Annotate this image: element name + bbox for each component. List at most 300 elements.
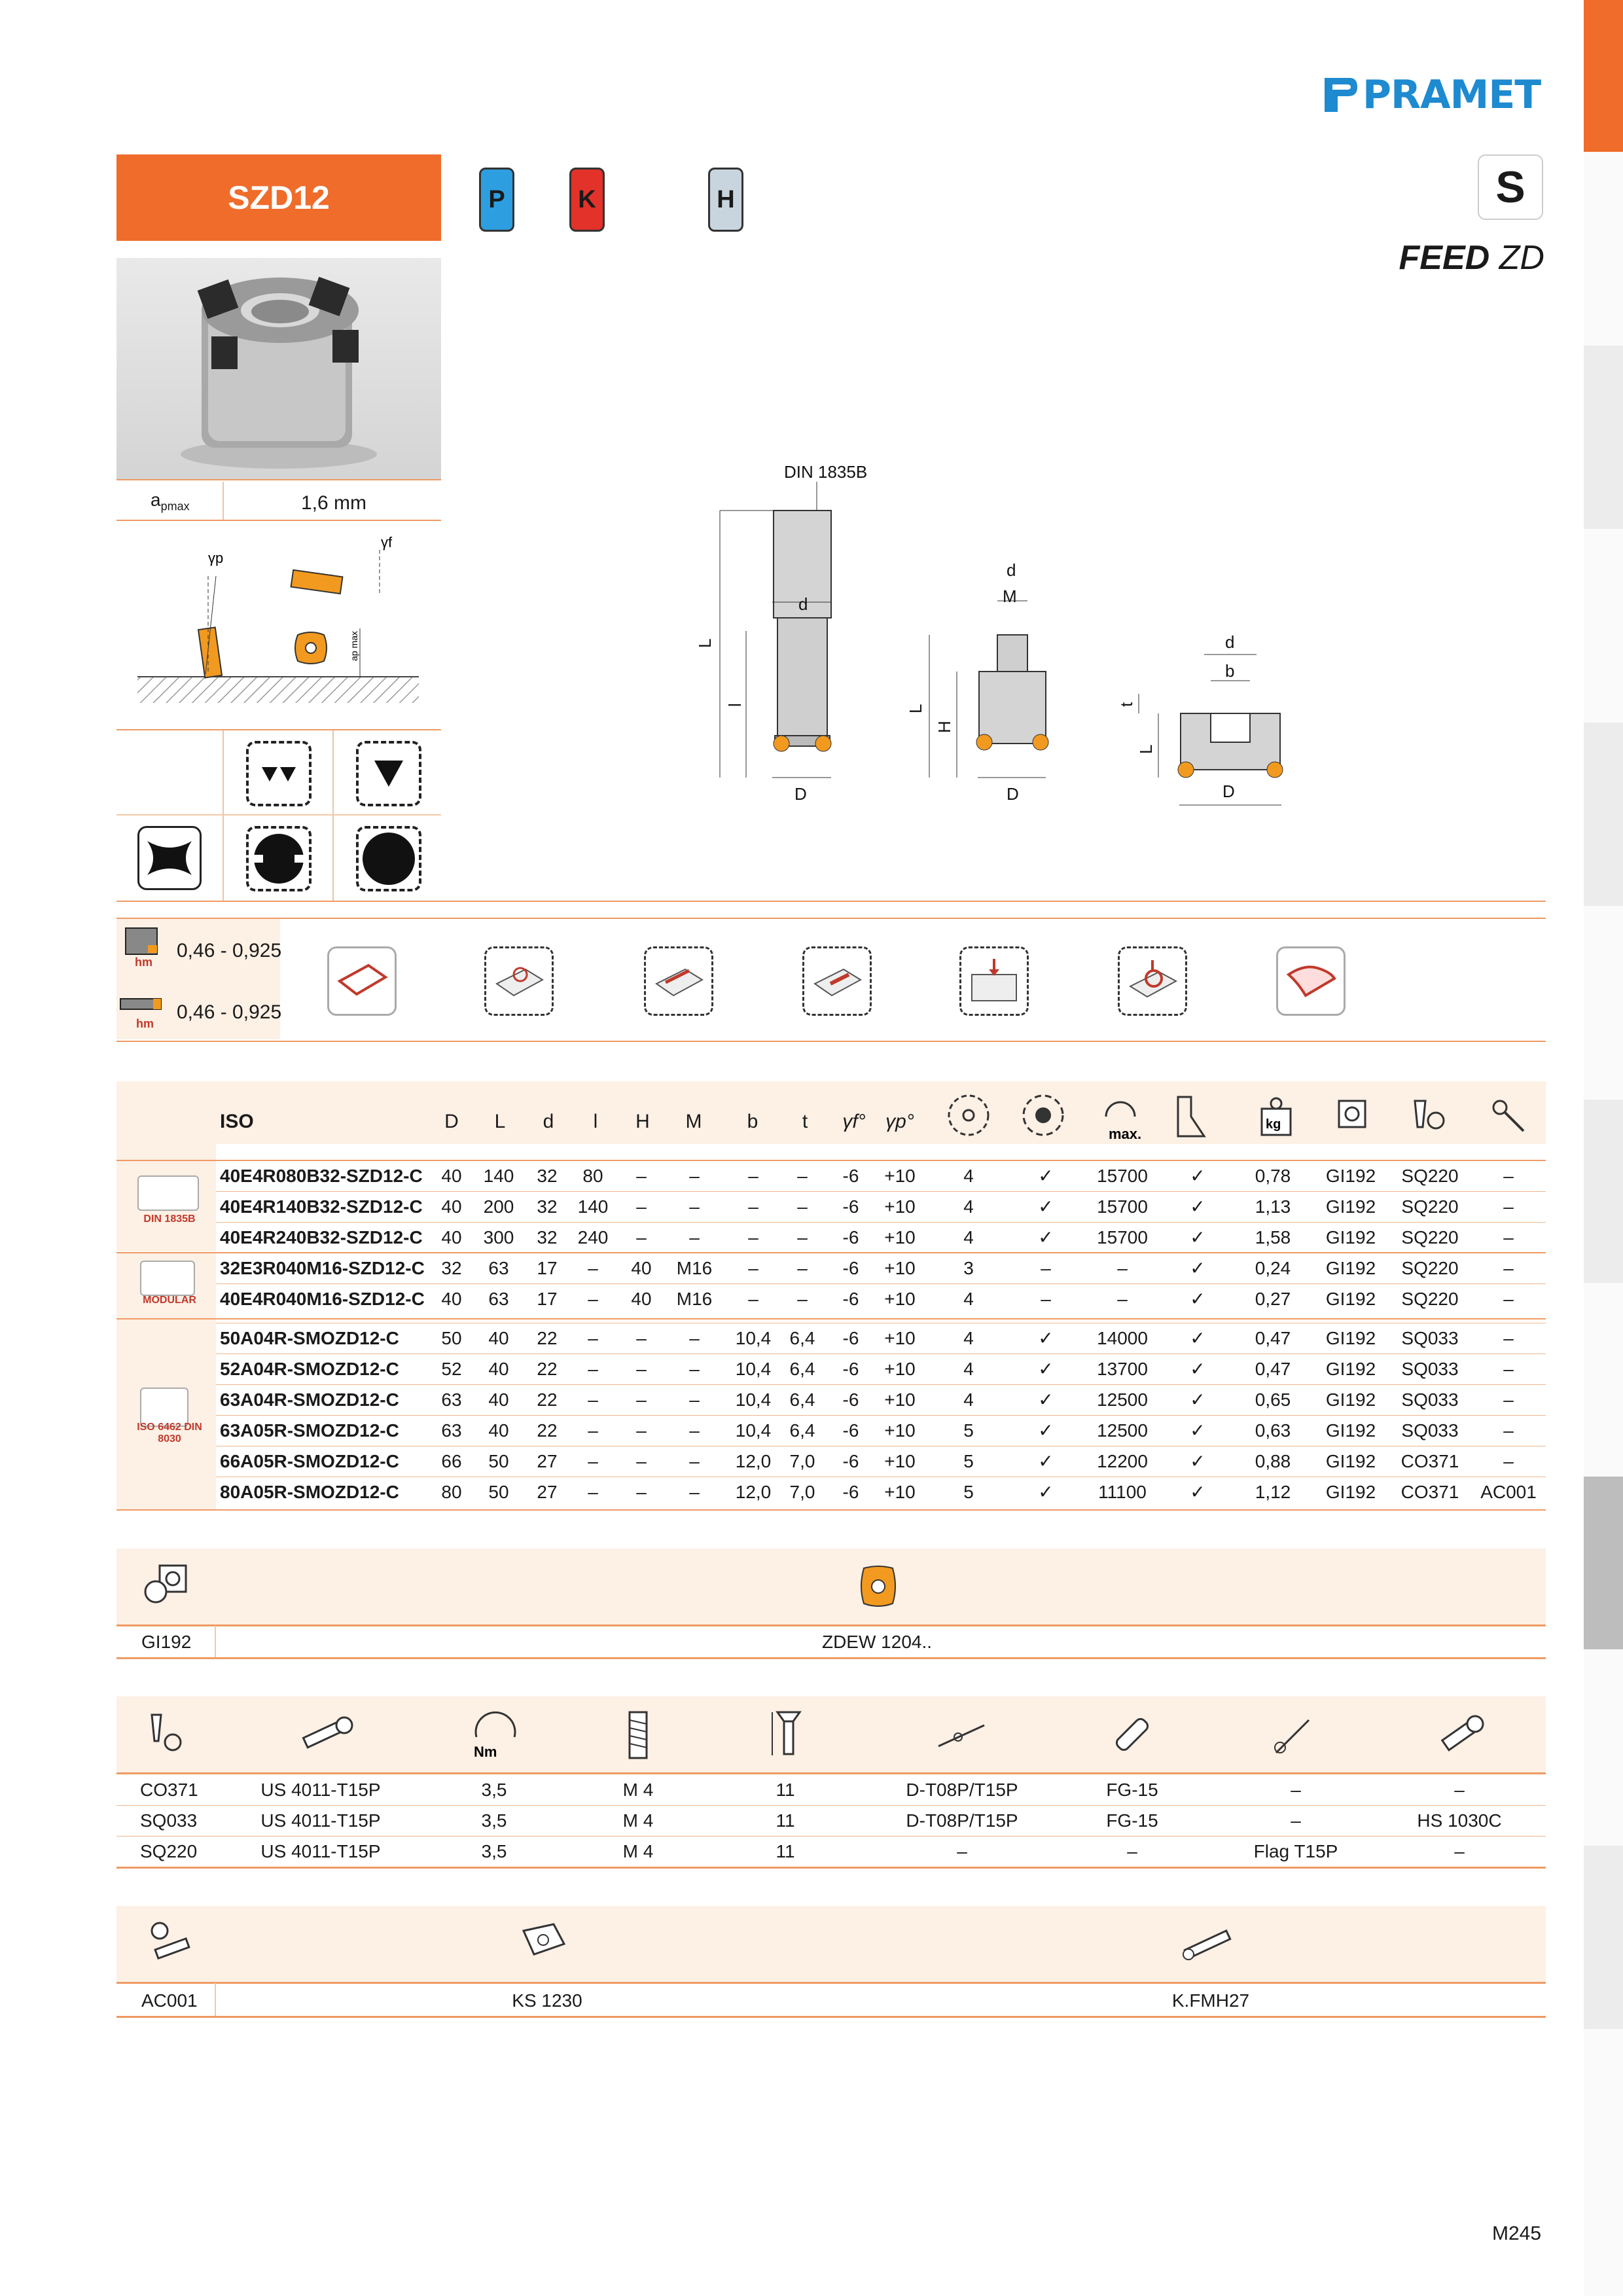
accessory-part-2: K.FMH27 [1171,1990,1250,2011]
table-cell: GI192 [1325,1196,1376,1217]
table-cell: -6 [842,1196,859,1217]
svg-text:L: L [906,704,925,713]
part-cell: 3,5 [481,1841,507,1861]
ramping-icon [1118,946,1187,1016]
insert-code: GI192 [141,1632,192,1652]
table-cell: 4 [963,1390,974,1410]
table-cell: 6,4 [789,1420,815,1441]
chapter-tab-current[interactable] [1584,1477,1623,1649]
table-cell: – [1503,1289,1514,1309]
header-gamma-f: γf° [842,1111,866,1132]
table-cell: – [1503,1420,1514,1441]
table-cell: – [588,1359,598,1379]
divider [116,1252,1546,1253]
insert-band [116,1549,1546,1624]
table-cell: ✓ [1038,1166,1054,1186]
svg-text:L: L [1136,744,1156,754]
table-cell: ✓ [1190,1328,1205,1348]
tool-code: 40E4R040M16-SZD12-C [220,1289,425,1309]
table-cell: 4 [963,1289,974,1309]
table-cell: 6,4 [789,1328,815,1348]
table-cell: ✓ [1038,1328,1054,1348]
divider [215,1983,216,2016]
table-cell: 5 [963,1482,974,1502]
table-cell: 3 [963,1258,974,1278]
table-cell: ✓ [1190,1420,1205,1441]
gamma-p-label: γp [208,550,224,566]
table-cell: GI192 [1325,1420,1376,1441]
table-cell: SQ033 [1401,1420,1459,1441]
divider [223,730,224,901]
table-cell: – [1117,1258,1128,1278]
table-cell: 12,0 [735,1482,772,1502]
table-cell: ✓ [1190,1196,1205,1217]
table-cell: 27 [537,1482,558,1502]
table-cell: -6 [842,1258,859,1278]
table-cell: ✓ [1038,1482,1054,1502]
table-cell: GI192 [1325,1258,1376,1278]
table-cell: 63 [488,1289,509,1309]
flag-key-icon [1263,1710,1322,1762]
part-cell: M 4 [622,1810,654,1831]
geometry-diagram [137,534,425,713]
table-cell: – [636,1482,647,1502]
table-cell: GI192 [1325,1451,1376,1471]
divider [116,729,441,730]
svg-text:L: L [695,638,715,648]
two-triangles-icon [246,741,312,806]
accessory-band [116,1906,1546,1982]
table-cell: ✓ [1038,1359,1054,1379]
table-cell: 40 [488,1420,509,1441]
round-cross-icon [246,826,312,891]
table-cell: 4 [963,1227,974,1247]
screw-length-icon [766,1706,812,1763]
table-cell: 40 [441,1166,462,1186]
table-cell: 10,4 [735,1420,772,1441]
part-cell: – [1127,1841,1137,1861]
table-cell: 1,58 [1255,1227,1291,1247]
table-cell: – [1503,1359,1514,1379]
group-label-din: DIN 1835B [143,1213,196,1225]
table-cell: +10 [884,1420,916,1441]
din-shank-icon [137,1175,199,1211]
divider [116,479,441,480]
table-cell: – [588,1328,598,1348]
table-cell: 12500 [1097,1390,1148,1410]
table-cell: M16 [676,1289,713,1309]
brand-logo [1322,72,1541,118]
tool-code: 80A05R-SMOZD12-C [220,1482,399,1502]
chapter-tab[interactable] [1584,346,1623,529]
max-rpm-icon [1093,1090,1152,1143]
svg-text:D: D [1007,784,1019,804]
table-cell: 80 [582,1166,603,1186]
table-cell: – [588,1390,598,1410]
hex-screw-icon [1433,1710,1492,1762]
table-cell: – [689,1166,700,1186]
table-cell: +10 [884,1390,916,1410]
table-cell: 40 [488,1328,509,1348]
header-l: l [593,1111,598,1132]
tool-code: 50A04R-SMOZD12-C [220,1328,399,1348]
table-cell: 5 [963,1420,974,1441]
tool-code: 40E4R140B32-SZD12-C [220,1196,423,1217]
table-cell: -6 [842,1482,859,1502]
table-cell: 4 [963,1166,974,1186]
divider [215,1626,216,1659]
svg-text:max.: max. [1109,1126,1142,1142]
divider [116,918,1546,919]
table-cell: – [1503,1258,1514,1278]
table-cell: ✓ [1190,1166,1205,1186]
insert-icon [1329,1094,1374,1138]
table-cell: 6,4 [789,1359,815,1379]
face-mill-hm-icon [122,923,165,969]
part-cell: US 4011-T15P [260,1810,381,1831]
table-cell: 66 [441,1451,462,1471]
table-cell: – [1503,1328,1514,1348]
divider [116,2016,1546,2018]
end-mill-hm-icon [116,990,169,1031]
table-cell: 40 [441,1196,462,1217]
part-cell: US 4011-T15P [260,1780,381,1800]
table-cell: 40 [488,1390,509,1410]
divider [116,1509,1546,1511]
table-cell: 0,78 [1255,1166,1291,1186]
table-cell: ✓ [1038,1420,1054,1441]
part-cell: FG-15 [1106,1810,1158,1831]
table-cell: GI192 [1325,1289,1376,1309]
triangle-icon [356,741,421,806]
table-cell: 15700 [1097,1196,1148,1217]
table-cell: ✓ [1038,1196,1054,1217]
table-cell: ✓ [1190,1289,1205,1309]
table-cell: – [588,1420,598,1441]
chapter-tab[interactable] [1584,1100,1623,1283]
table-cell: 50 [488,1451,509,1471]
divider [116,1624,1546,1626]
table-cell: 1,12 [1255,1482,1291,1502]
header-D: D [444,1111,459,1132]
tool-code: 63A04R-SMOZD12-C [220,1390,399,1410]
tool-code: 63A05R-SMOZD12-C [220,1420,399,1441]
table-cell: 22 [537,1420,558,1441]
table-cell: +10 [884,1328,916,1348]
table-cell: – [588,1451,598,1471]
balance-icon [1171,1090,1211,1143]
accessory-part-1: KS 1230 [512,1990,582,2011]
table-cell: 52 [441,1359,462,1379]
table-cell: – [748,1166,758,1186]
table-cell: 11100 [1098,1482,1147,1502]
table-cell: 15700 [1097,1166,1148,1186]
face-milling-icon [327,946,397,1016]
hm-value-1: 0,46 - 0,925 [177,940,282,961]
table-cell: – [797,1289,808,1309]
svg-text:D: D [1222,781,1235,801]
tool-code: 66A05R-SMOZD12-C [220,1451,399,1471]
table-cell: 32 [537,1227,558,1247]
table-cell: – [636,1227,647,1247]
accessory-code: AC001 [141,1990,198,2011]
material-badge-k: K [569,168,605,232]
table-cell: – [689,1482,700,1502]
table-cell: – [797,1166,808,1186]
table-cell: +10 [884,1359,916,1379]
divider [116,1772,1546,1774]
part-cell: 3,5 [481,1810,507,1831]
table-cell: 32 [537,1166,558,1186]
table-cell: 40 [441,1227,462,1247]
table-cell: AC001 [1480,1482,1537,1502]
table-cell: 0,47 [1255,1328,1291,1348]
table-cell: – [636,1420,647,1441]
table-cell: – [636,1166,647,1186]
table-cell: 1,13 [1255,1196,1291,1217]
table-cell: 80 [441,1482,462,1502]
hm-value-2: 0,46 - 0,925 [177,1001,282,1023]
table-cell: SQ220 [1401,1258,1459,1278]
part-cell: FG-15 [1106,1780,1158,1800]
table-cell: 0,63 [1255,1420,1291,1441]
insert-name: ZDEW 1204.. [821,1632,933,1652]
table-cell: 22 [537,1359,558,1379]
header-d: d [543,1111,554,1132]
table-cell: -6 [842,1420,859,1441]
tool-code: 40E4R080B32-SZD12-C [220,1166,423,1186]
part-cell: D-T08P/T15P [906,1780,1018,1800]
divider [116,901,1546,902]
table-cell: +10 [884,1258,916,1278]
chapter-tab-active[interactable] [1584,0,1623,152]
pocket-milling-icon [802,946,872,1016]
part-cell: M 4 [622,1841,654,1861]
svg-text:l: l [725,703,745,707]
table-cell: ✓ [1190,1482,1205,1502]
table-cell: SQ033 [1401,1359,1459,1379]
part-cell: – [1454,1780,1465,1800]
chapter-tab[interactable] [1584,1846,1623,2029]
part-set-code: SQ033 [140,1810,198,1831]
table-cell: – [689,1227,700,1247]
svg-text:b: b [1225,661,1235,681]
header-M: M [685,1111,702,1132]
part-cell: – [1291,1780,1301,1800]
table-cell: GI192 [1325,1482,1376,1502]
table-cell: ✓ [1190,1258,1205,1278]
header-L: L [494,1111,506,1132]
table-cell: – [1503,1227,1514,1247]
table-cell: -6 [842,1359,859,1379]
header-H: H [635,1111,650,1132]
table-cell: – [748,1258,758,1278]
table-cell: ✓ [1038,1451,1054,1471]
material-badge-p: P [479,168,514,232]
divider [116,1318,1546,1319]
table-cell: +10 [884,1196,916,1217]
part-cell: M 4 [622,1780,654,1800]
table-cell: – [689,1328,700,1348]
table-cell: – [588,1289,598,1309]
teeth-count-icon [944,1090,993,1140]
table-cell: – [1041,1289,1051,1309]
slot-milling-icon [644,946,713,1016]
part-set-code: SQ220 [140,1841,198,1861]
svg-text:M: M [1003,586,1017,606]
series-name [1394,238,1544,278]
profile-milling-icon [1276,946,1346,1016]
accessory-key-icon [143,1918,195,1970]
table-cell: – [797,1196,808,1217]
table-cell: 22 [537,1390,558,1410]
plunging-icon [959,946,1029,1016]
table-cell: GI192 [1325,1390,1376,1410]
part-cell: – [1454,1841,1465,1861]
ap-label: $a_{pmax}$ [151,490,190,513]
full-circle-icon [356,826,421,891]
table-cell: 10,4 [735,1359,772,1379]
coolant-icon [1018,1090,1068,1140]
table-cell: 6,4 [789,1390,815,1410]
table-cell: GI192 [1325,1328,1376,1348]
table-cell: GI192 [1325,1227,1376,1247]
part-cell: 11 [776,1780,795,1800]
table-cell: – [636,1196,647,1217]
part-cell: 11 [776,1810,795,1831]
table-cell: 12500 [1097,1420,1148,1441]
table-cell: M16 [676,1258,713,1278]
table-cell: +10 [884,1482,916,1502]
svg-text:d: d [1225,632,1235,652]
table-cell: – [1503,1390,1514,1410]
table-cell: – [748,1196,758,1217]
ap-value: 1,6 mm [301,492,367,514]
modular-icon [140,1261,195,1296]
tool-code: 52A04R-SMOZD12-C [220,1359,399,1379]
part-cell: HS 1030C [1417,1810,1502,1831]
table-cell: GI192 [1325,1166,1376,1186]
header-t: t [802,1111,808,1132]
divider [116,1041,1546,1042]
table-cell: -6 [842,1328,859,1348]
table-cell: ✓ [1038,1390,1054,1410]
table-cell: – [588,1258,598,1278]
insert-holder-icon [140,1559,194,1613]
table-cell: 27 [537,1451,558,1471]
table-cell: 140 [577,1196,609,1217]
divider [332,730,334,901]
table-cell: 40 [631,1258,652,1278]
table-cell: – [748,1289,758,1309]
table-cell: ✓ [1190,1451,1205,1471]
table-cell: 10,4 [735,1390,772,1410]
table-cell: 4 [963,1328,974,1348]
table-cell: SQ033 [1401,1328,1459,1348]
screw-icon [297,1712,356,1758]
header-gamma-p: γp° [885,1111,914,1132]
thread-icon [622,1707,654,1762]
zdew-insert-icon [855,1563,902,1610]
table-cell: – [1503,1196,1514,1217]
table-cell: – [1503,1451,1514,1471]
table-cell: – [636,1390,647,1410]
divider [116,814,441,816]
pin-icon [1178,1920,1237,1966]
table-cell: 63 [488,1258,509,1278]
table-cell: 63 [441,1420,462,1441]
table-cell: 7,0 [789,1482,815,1502]
cross-shape-icon [137,826,202,890]
group-label-modular: MODULAR [143,1295,196,1306]
table-cell: 300 [483,1227,514,1247]
table-cell: 12,0 [735,1451,772,1471]
svg-text:d: d [1007,560,1016,580]
table-cell: -6 [842,1166,859,1186]
brand-name: PRAMET [1363,72,1541,118]
part-cell: – [957,1841,967,1861]
table-cell: SQ220 [1401,1196,1459,1217]
table-cell: ✓ [1190,1227,1205,1247]
chapter-tab[interactable] [1584,723,1623,906]
table-cell: 17 [537,1258,558,1278]
svg-text:hm: hm [135,956,152,969]
table-cell: 0,27 [1255,1289,1291,1309]
din-label: DIN 1835B [784,462,868,482]
table-cell: 63 [441,1390,462,1410]
table-cell: – [1117,1289,1128,1309]
table-cell: 22 [537,1328,558,1348]
table-cell: 0,24 [1255,1258,1291,1278]
table-cell: 200 [483,1196,514,1217]
ap-max-label: ap max [349,631,359,661]
table-cell: ✓ [1038,1227,1054,1247]
clamp-set-icon [143,1708,188,1761]
page-number: M245 [1492,2223,1542,2244]
table-cell: 0,47 [1255,1359,1291,1379]
table-cell: – [588,1482,598,1502]
material-badge-h: H [708,168,743,232]
table-cell: CO371 [1400,1451,1459,1471]
series-bold: FEED [1399,239,1490,277]
table-cell: – [636,1359,647,1379]
table-cell: +10 [884,1166,916,1186]
table-cell: 5 [963,1451,974,1471]
gamma-f-label: γf [381,534,393,550]
table-cell: – [636,1328,647,1348]
divider [116,1867,1546,1869]
group-label-iso: ISO 6462 DIN 8030 [137,1422,202,1444]
part-set-code: CO371 [140,1780,198,1800]
svg-text:Nm: Nm [474,1744,497,1760]
divider [116,520,441,521]
table-cell: 12200 [1097,1451,1148,1471]
shell-mill-icon [140,1388,188,1427]
table-cell: – [689,1451,700,1471]
svg-text:d: d [798,594,808,614]
table-cell: 14000 [1097,1328,1148,1348]
table-cell: SQ220 [1401,1289,1459,1309]
table-cell: 140 [483,1166,514,1186]
table-cell: -6 [842,1451,859,1471]
table-cell: SQ220 [1401,1166,1459,1186]
table-cell: – [689,1196,700,1217]
table-cell: -6 [842,1227,859,1247]
section-badge: S [1478,154,1543,220]
divider [223,482,224,520]
technical-drawing [695,458,1296,825]
table-cell: 0,65 [1255,1390,1291,1410]
